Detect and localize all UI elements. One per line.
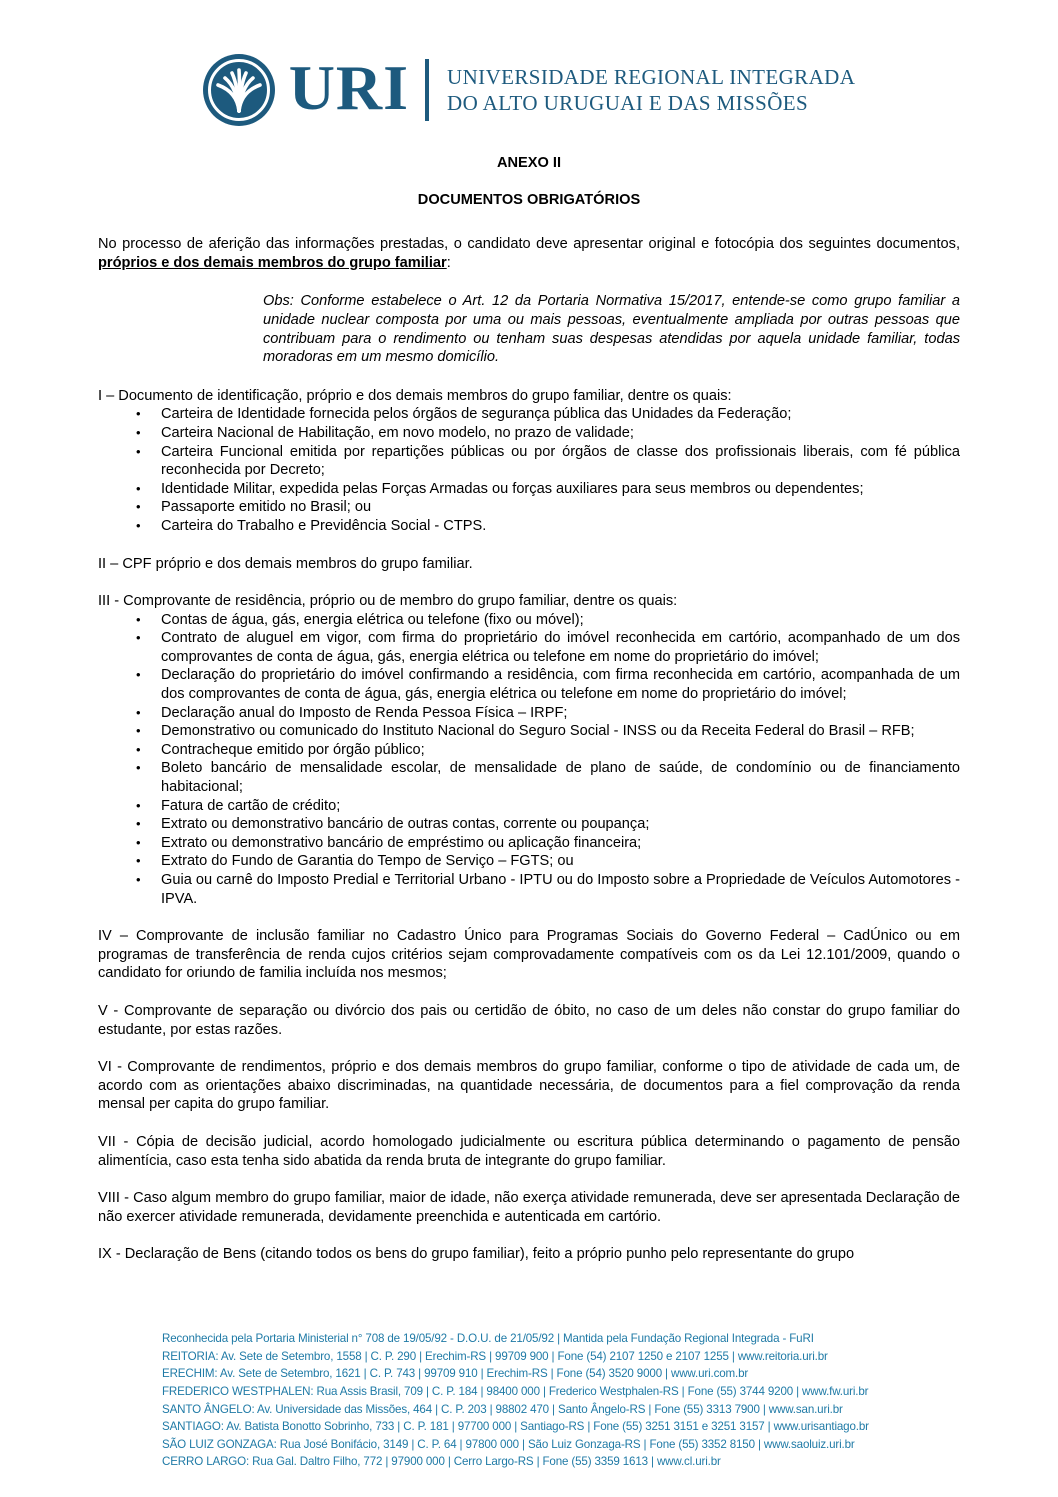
document-section (98, 1002, 960, 1039)
intro-text-after: : (446, 254, 451, 271)
footer-line: CERRO LARGO: Rua Gal. Daltro Filho, 772 | 97900 000 | Cerro Largo-RS | Fone (55) 3359 1613 | www.cl.uri.br (162, 1455, 721, 1469)
university-name (447, 64, 855, 116)
list-item: • Identidade Militar, expedida pelas Forças Armadas ou forças auxiliares para seus membros ou dependentes; (161, 480, 960, 499)
university-name-line1: UNIVERSIDADE REGIONAL INTEGRADA (447, 65, 856, 89)
list-item: • Declaração anual do Imposto de Renda Pessoa Física – IRPF; (161, 704, 960, 723)
list-item: • Fatura de cartão de crédito; (161, 797, 960, 816)
footer-line: SANTIAGO: Av. Batista Bonotto Sobrinho, 733 | C. P. 181 | 97700 000 | Santiago-RS | Fone (55) 3251 3151 e 3251 3157 | www.urisantiago.br (162, 1420, 869, 1434)
document-section (98, 1245, 960, 1264)
section-heading: VI - Comprovante de rendimentos, próprio e dos demais membros do grupo familiar, conforme o tipo de atividade de cada um, de acordo com as orientações abaixo discriminadas, na quantidade necessária, de documentos para a fiel comprovação da renda mensal per capita do grupo familiar. (98, 1059, 960, 1113)
footer-line: ERECHIM: Av. Sete de Setembro, 1621 | C. P. 743 | 99709 910 | Erechim-RS | Fone (54) 3520 9000 | www.uri.com.br (162, 1367, 749, 1381)
section-heading: V - Comprovante de separação ou divórcio dos pais ou certidão de óbito, no caso de um deles não constar do grupo familiar do estudante, por estas razões. (98, 1002, 960, 1038)
section-heading: VIII - Caso algum membro do grupo familiar, maior de idade, não exerça atividade remunerada, deve ser apresentada Declaração de não exercer atividade remunerada, devidamente preenchida e autenticada em cartório. (98, 1190, 960, 1225)
intro-text-before: No processo de aferição das informações prestadas, o candidato deve apresentar original e fotocópia dos seguintes documentos, (98, 236, 960, 253)
list-item: • Extrato ou demonstrativo bancário de empréstimo ou aplicação financeira; (161, 834, 960, 853)
list-item: • Demonstrativo ou comunicado do Instituto Nacional do Seguro Social - INSS ou da Receita Federal do Brasil – RFB; (161, 722, 960, 741)
document-section (98, 927, 960, 983)
campus-footer (162, 1330, 960, 1471)
section-heading: I – Documento de identificação, próprio e dos demais membros do grupo familiar, dentre os quais: (98, 387, 732, 404)
uri-emblem-icon (203, 54, 275, 126)
sections-container (98, 387, 960, 1264)
section-heading: IX - Declaração de Bens (citando todos os bens do grupo familiar), feito a próprio punho pelo representante do grupo (98, 1246, 855, 1263)
document-section (98, 592, 960, 908)
list-item: • Boleto bancário de mensalidade escolar, de mensalidade de plano de saúde, de condomínio ou de financiamento habitacional; (161, 759, 960, 796)
list-item: • Contracheque emitido por órgão público; (161, 741, 960, 760)
obs-note: Obs: Conforme estabelece o Art. 12 da Portaria Normativa 15/2017, entende-se como grupo familiar a unidade nuclear composta por uma ou mais pessoas, eventualmente ampliada por outras pessoas que contribuam para o rendimento ou tenham suas despesas atendidas por aquela unidade familiar, todas moradoras em um mesmo domicílio. (263, 293, 960, 366)
list-item: • Passaporte emitido no Brasil; ou (161, 498, 960, 517)
footer-line: REITORIA: Av. Sete de Setembro, 1558 | C. P. 290 | Erechim-RS | 99709 900 | Fone (54) 2107 1250 e 2107 1255 | www.reitoria.uri.br (162, 1349, 828, 1363)
list-item: • Extrato do Fundo de Garantia do Tempo de Serviço – FGTS; ou (161, 852, 960, 871)
uri-acronym: URI (288, 52, 410, 123)
document-section (98, 1058, 960, 1114)
section-heading: IV – Comprovante de inclusão familiar no Cadastro Único para Programas Sociais do Governo Federal – CadÚnico ou em programas de transferência de renda cujos critérios sejam comprovadamente compatíveis com os da Lei 12.101/2009, quando o candidato for oriundo de familia incluída nos mesmos; (98, 928, 960, 982)
page-header (98, 54, 960, 126)
footer-line: SANTO ÂNGELO: Av. Universidade das Missões, 464 | C. P. 203 | 98802 470 | Santo Ângelo-RS | Fone (55) 3313 7900 | www.san.uri.br (162, 1402, 843, 1416)
document-section (98, 1133, 960, 1170)
document-body (98, 154, 960, 1283)
footer-line: Reconhecida pela Portaria Ministerial n° 708 de 19/05/92 - D.O.U. de 21/05/92 | Mantida pela Fundação Regional Integrada - FuRI (162, 1332, 814, 1346)
list-item: • Declaração do proprietário do imóvel confirmando a residência, com firma reconhecida em cartório, acompanhada de um dos comprovantes de conta de água, gás, energia elétrica ou telefone em nome do proprietário do imóvel; (161, 666, 960, 703)
section-bullet-list (98, 611, 960, 909)
list-item: • Carteira de Identidade fornecida pelos órgãos de segurança pública das Unidades da Federação; (161, 405, 960, 424)
uri-logo (203, 54, 856, 126)
list-item: • Carteira Nacional de Habilitação, em novo modelo, no prazo de validade; (161, 424, 960, 443)
list-item: • Extrato ou demonstrativo bancário de outras contas, corrente ou poupança; (161, 815, 960, 834)
list-item: • Contrato de aluguel em vigor, com firma do proprietário do imóvel reconhecida em cartório, acompanhado de um dos comprovantes de conta de água, gás, energia elétrica ou telefone em nome do proprietário do imóvel; (161, 629, 960, 666)
section-heading: III - Comprovante de residência, próprio ou de membro do grupo familiar, dentre os quais: (98, 593, 678, 610)
logo-separator (425, 59, 429, 121)
list-item: • Contas de água, gás, energia elétrica ou telefone (fixo ou móvel); (161, 611, 960, 630)
document-subtitle: DOCUMENTOS OBRIGATÓRIOS (417, 191, 641, 208)
document-section (98, 555, 960, 574)
intro-emphasis: próprios e dos demais membros do grupo familiar (98, 254, 447, 271)
intro-paragraph (98, 235, 960, 272)
section-heading: VII - Cópia de decisão judicial, acordo homologado judicialmente ou escritura pública determinando o pagamento de pensão alimentícia, caso esta tenha sido abatida da renda bruta de integrante do grupo familiar. (98, 1133, 960, 1169)
section-heading: II – CPF próprio e dos demais membros do grupo familiar. (98, 555, 473, 572)
document-section (98, 387, 960, 536)
annex-title: ANEXO II (496, 155, 562, 171)
list-item: • Carteira Funcional emitida por repartições públicas ou por órgãos de classe dos profissionais liberais, com fé pública reconhecida por Decreto; (161, 443, 960, 480)
footer-line: FREDERICO WESTPHALEN: Rua Assis Brasil, 709 | C. P. 184 | 98400 000 | Frederico Westphalen-RS | Fone (55) 3744 9200 | www.fw.uri.br (162, 1385, 869, 1399)
list-item: • Guia ou carnê do Imposto Predial e Territorial Urbano - IPTU ou do Imposto sobre a Propriedade de Veículos Automotores - IPVA. (161, 871, 960, 908)
section-bullet-list (98, 405, 960, 535)
list-item: • Carteira do Trabalho e Previdência Social - CTPS. (161, 517, 960, 536)
university-name-line2: DO ALTO URUGUAI E DAS MISSÕES (447, 91, 809, 115)
document-section (98, 1189, 960, 1226)
footer-line: SÃO LUIZ GONZAGA: Rua José Bonifácio, 3149 | C. P. 64 | 97800 000 | São Luiz Gonzaga-RS | Fone (55) 3352 8150 | www.saoluiz.uri.br (162, 1437, 855, 1451)
